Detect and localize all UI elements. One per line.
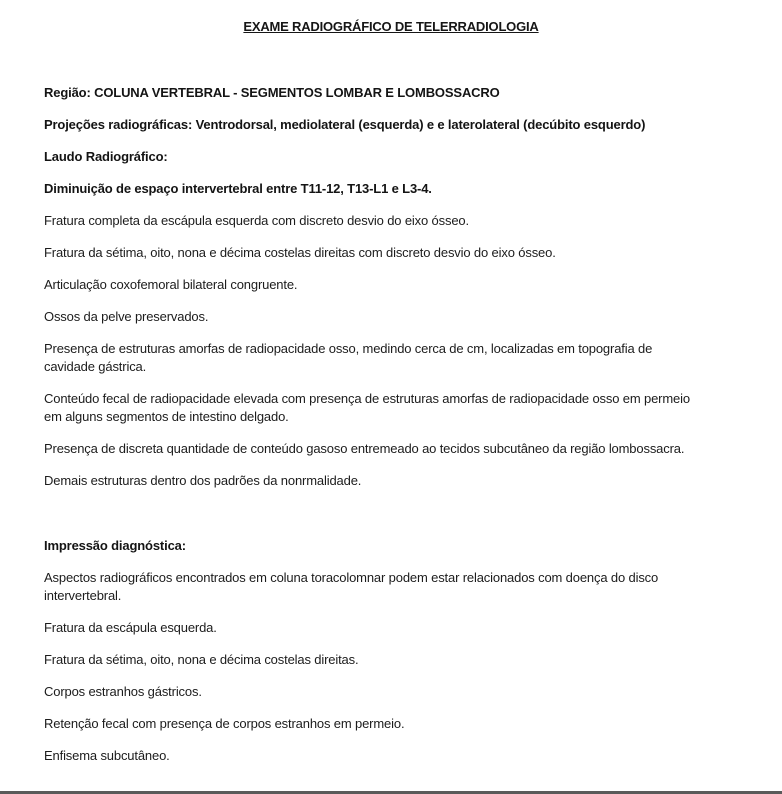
region-line: Região: COLUNA VERTEBRAL - SEGMENTOS LOMBAR E LOMBOSSACRO bbox=[44, 85, 500, 100]
finding-item: Conteúdo fecal de radiopacidade elevada com presença de estruturas amorfas de radiopacidade osso em permeio em alguns segmentos de intestino delgado. bbox=[44, 391, 690, 424]
finding-item: Articulação coxofemoral bilateral congruente. bbox=[44, 277, 298, 292]
impression-item: Enfisema subcutâneo. bbox=[44, 748, 170, 763]
finding-item: Fratura da sétima, oito, nona e décima costelas direitas com discreto desvio do eixo ósseo. bbox=[44, 245, 556, 260]
finding-item: Ossos da pelve preservados. bbox=[44, 309, 209, 324]
finding-item: Fratura completa da escápula esquerda com discreto desvio do eixo ósseo. bbox=[44, 213, 469, 228]
impression-item: Aspectos radiográficos encontrados em coluna toracolomnar podem estar relacionados com doença do disco intervertebral. bbox=[44, 570, 659, 603]
report-title: EXAME RADIOGRÁFICO DE TELERRADIOLOGIA bbox=[243, 19, 539, 34]
impression-item: Fratura da escápula esquerda. bbox=[44, 620, 217, 635]
laudo-heading: Laudo Radiográfico: bbox=[44, 149, 168, 164]
impression-item: Retenção fecal com presença de corpos estranhos em permeio. bbox=[44, 716, 405, 731]
impression-item: Fratura da sétima, oito, nona e décima costelas direitas. bbox=[44, 652, 359, 667]
impression-item: Corpos estranhos gástricos. bbox=[44, 684, 202, 699]
projections-line: Projeções radiográficas: Ventrodorsal, mediolateral (esquerda) e e laterolateral (decúbito esquerdo) bbox=[44, 117, 646, 132]
primary-finding: Diminuição de espaço intervertebral entre T11-12, T13-L1 e L3-4. bbox=[44, 181, 432, 196]
finding-item: Presença de discreta quantidade de conteúdo gasoso entremeado ao tecidos subcutâneo da região lombossacra. bbox=[44, 441, 685, 456]
finding-item: Presença de estruturas amorfas de radiopacidade osso, medindo cerca de cm, localizadas em topografia de cavidade gástrica. bbox=[44, 341, 653, 374]
finding-item: Demais estruturas dentro dos padrões da nonrmalidade. bbox=[44, 473, 362, 488]
impressao-heading: Impressão diagnóstica: bbox=[44, 538, 186, 553]
